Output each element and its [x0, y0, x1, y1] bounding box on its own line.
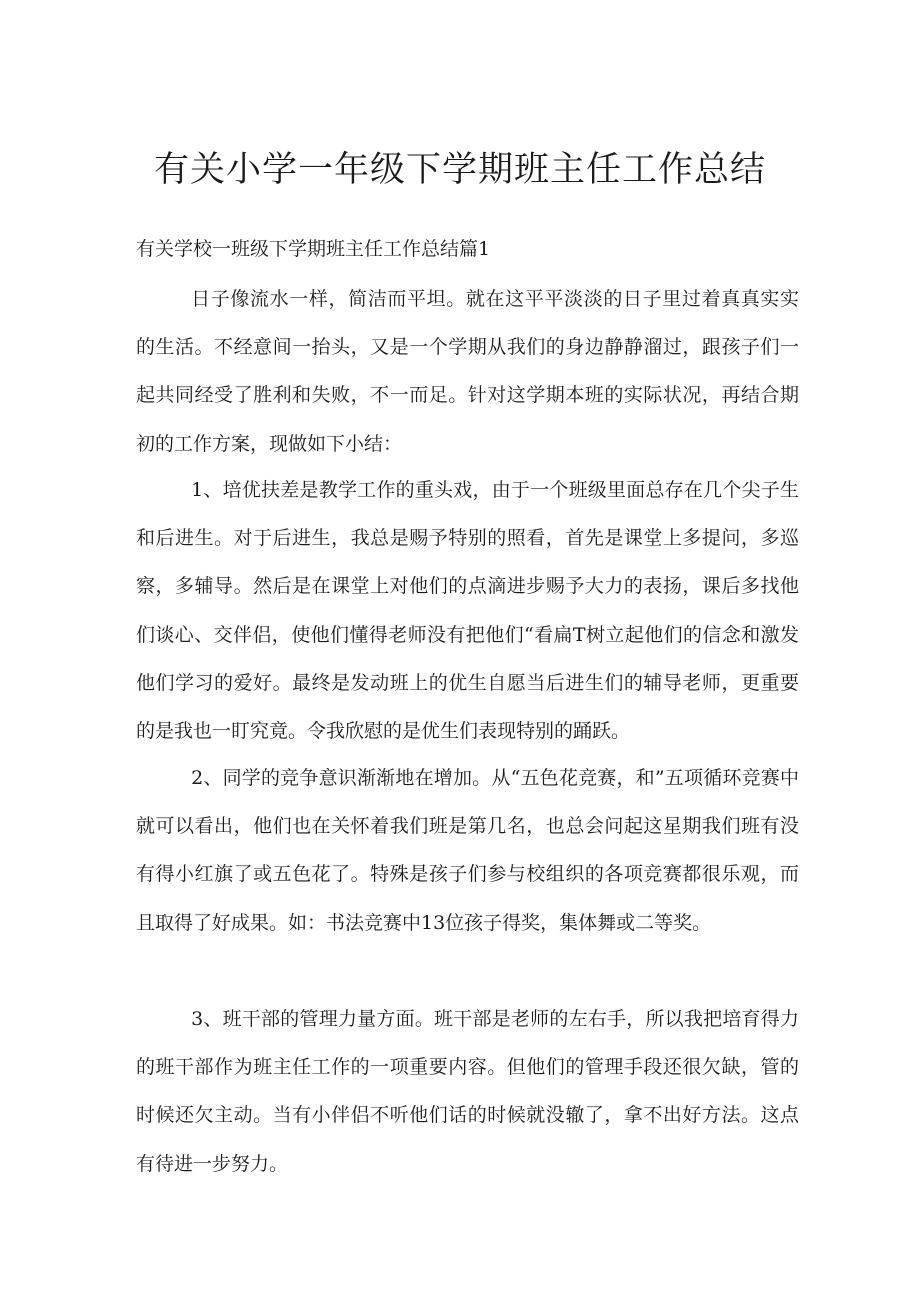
- paragraph-item-3: 3、班干部的管理力量方面。班干部是老师的左右手，所以我把培育得力的班干部作为班主任工作的一项重要内容。但他们的管理手段还很欠缺，管的时候还欠主动。当有小伴侣不听他们话的时候就没辙了，拿不出好方法。这点有待进一步努力。: [136, 1008, 799, 1175]
- paragraph-intro: 日子像流水一样，简洁而平坦。就在这平平淡淡的日子里过着真真实实的生活。不经意间一抬头，又是一个学期从我们的身边静静溜过，跟孩子们一起共同经受了胜利和失败，不一而足。针对这学期本班的实际状况，再结合期初的工作方案，现做如下小结：: [136, 288, 799, 455]
- paragraph-item-2: 2、同学的竞争意识渐渐地在增加。从“五色花竞赛，和”五项循环竞赛中就可以看出，他们也在关怀着我们班是第几名，也总会问起这星期我们班有没有得小红旗了或五色花了。特殊是孩子们参与校组织的各项竞赛都很乐观，而且取得了好成果。如：书法竞赛中13位孩子得奖，集体舞或二等奖。: [136, 767, 799, 934]
- document-title: 有关小学一年级下学期班主任工作总结: [153, 150, 766, 190]
- section-heading: 有关学校一班级下学期班主任工作总结篇1: [136, 238, 491, 260]
- paragraph-item-1: 1、培优扶差是教学工作的重头戏，由于一个班级里面总存在几个尖子生和后进生。对于后进生，我总是赐予特别的照看，首先是课堂上多提问，多巡察，多辅导。然后是在课堂上对他们的点滴进步赐予大力的表扬，课后多找他们谈心、交伴侣，使他们懂得老师没有把他们“看扁T树立起他们的信念和激发他们学习的爱好。最终是发动班上的优生自愿当后进生们的辅导老师，更重要的是我也一盯究竟。令我欣慰的是优生们表现特别的踊跃。: [136, 479, 799, 743]
